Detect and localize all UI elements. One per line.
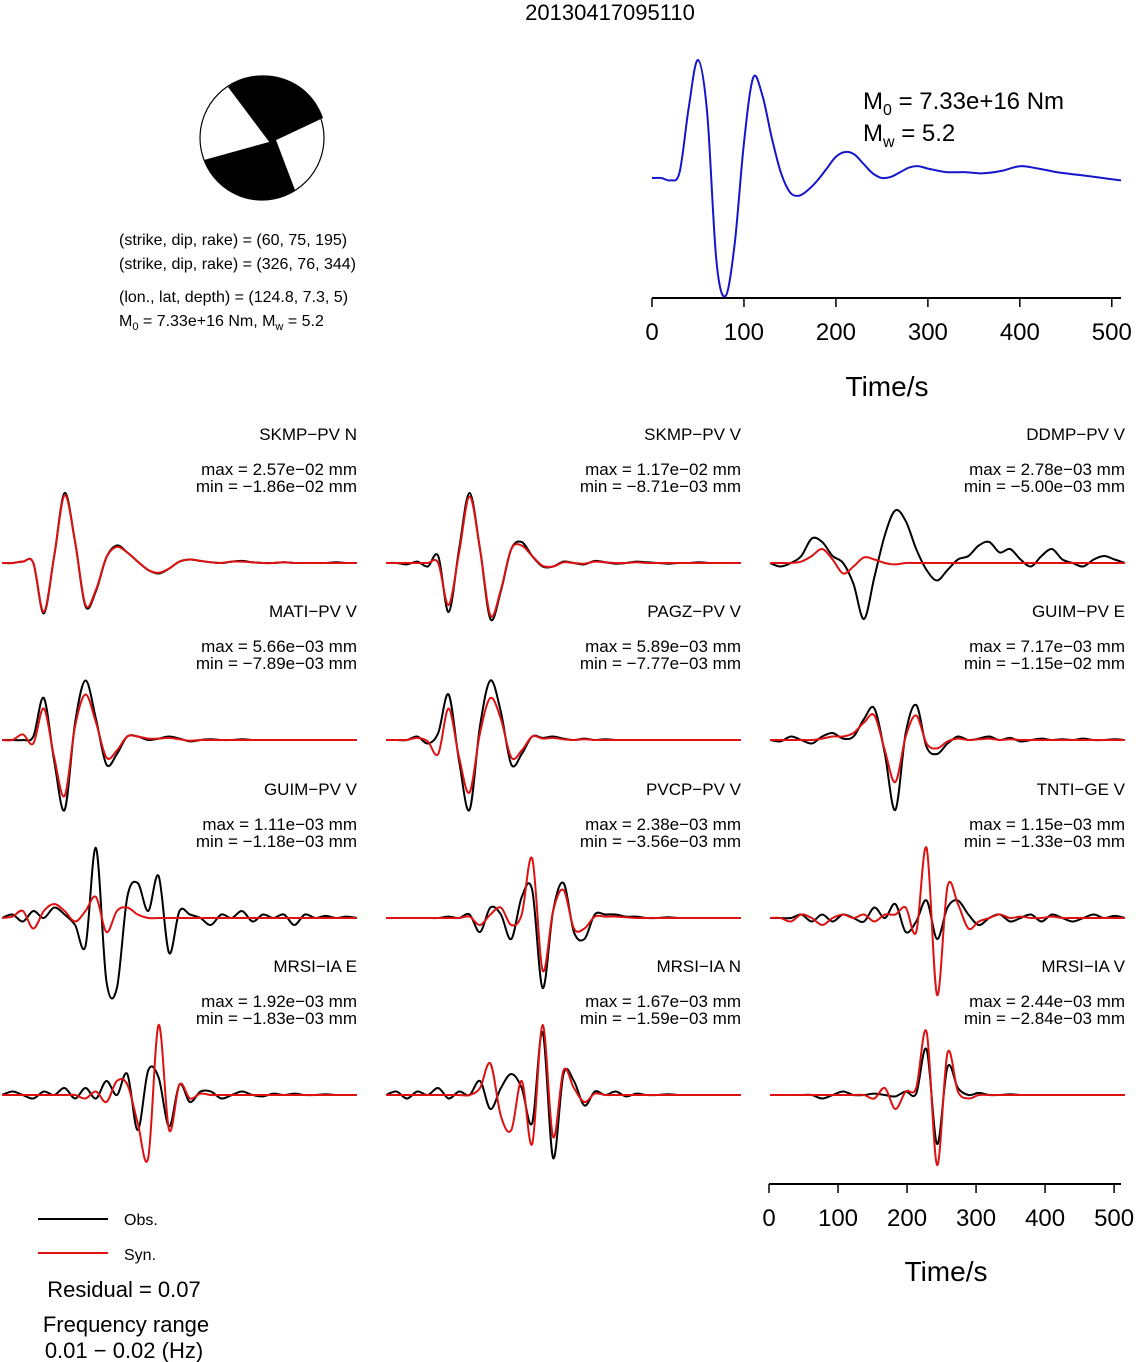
stf-panel (645, 60, 1132, 402)
station-min: min = −1.15e−02 mm (963, 654, 1125, 673)
station-name: SKMP−PV V (644, 425, 741, 444)
synthetic-trace (2, 495, 357, 612)
station-name: MRSI−IA N (656, 957, 741, 976)
event-info-line-1: (strike, dip, rake) = (60, 75, 195) (119, 232, 348, 249)
station-max: max = 5.66e−03 mm (201, 637, 357, 656)
stf-tick-label: 300 (907, 319, 948, 346)
frequency-range-value: 0.01 − 0.02 (Hz) (44, 1338, 204, 1362)
legend-syn-label: Syn. (124, 1247, 157, 1264)
synthetic-trace (386, 1025, 741, 1145)
waveform-grid (2, 425, 1126, 1165)
station-max: max = 1.92e−03 mm (201, 992, 357, 1011)
event-info-line-3: (lon., lat, depth) = (124.8, 7.3, 5) (119, 289, 349, 306)
observed-trace (770, 900, 1125, 939)
observed-trace (770, 1048, 1125, 1144)
wave-tick-label: 300 (956, 1205, 997, 1232)
event-info-line-4: $M_0 = 7.33e+16$ Nm, $M_w = 5.2$ (119, 313, 324, 333)
synthetic-trace (386, 698, 741, 793)
station-min: min = −5.00e−03 mm (963, 477, 1125, 496)
beachball (200, 75, 324, 200)
page-title: 20130417095110 (525, 0, 695, 25)
station-name: PAGZ−PV V (647, 602, 741, 621)
stf-xlabel: Time/s (845, 371, 929, 402)
station-min: min = −7.77e−03 mm (579, 654, 741, 673)
station-panel (2, 957, 357, 1162)
frequency-range-title: Frequency range (42, 1312, 210, 1337)
station-max: max = 7.17e−03 mm (969, 637, 1125, 656)
legend (38, 1212, 209, 1362)
station-max: max = 1.15e−03 mm (969, 815, 1125, 834)
stf-moment-label: $M_0 = 7.33e+16$ Nm (863, 88, 1065, 119)
station-min: min = −1.59e−03 mm (579, 1009, 741, 1028)
residual-label: Residual = 0.07 (47, 1277, 201, 1302)
stf-tick-label: 400 (999, 319, 1040, 346)
legend-obs-label: Obs. (124, 1212, 158, 1229)
waveform-time-axis (762, 1184, 1134, 1232)
station-min: min = −3.56e−03 mm (579, 832, 741, 851)
station-panel (386, 957, 741, 1158)
station-name: MRSI−IA E (273, 957, 357, 976)
station-name: DDMP−PV V (1026, 425, 1125, 444)
stf-tick-label: 200 (815, 319, 856, 346)
wave-tick-label: 0 (762, 1205, 776, 1232)
station-max: max = 1.67e−03 mm (585, 992, 741, 1011)
station-min: min = −1.33e−03 mm (963, 832, 1125, 851)
station-name: PVCP−PV V (646, 780, 741, 799)
station-max: max = 2.38e−03 mm (585, 815, 741, 834)
station-min: min = −2.84e−03 mm (963, 1009, 1125, 1028)
synthetic-trace (386, 857, 741, 971)
station-panel (770, 602, 1125, 810)
stf-time-axis (645, 298, 1132, 346)
wave-tick-label: 400 (1025, 1205, 1066, 1232)
station-panel (770, 425, 1126, 619)
observed-trace (2, 1066, 357, 1130)
event-info-line-2: (strike, dip, rake) = (326, 76, 344) (119, 256, 356, 273)
station-max: max = 1.17e−02 mm (585, 460, 741, 479)
station-min: min = −1.86e−02 mm (195, 477, 357, 496)
station-panel (2, 425, 357, 613)
station-name: SKMP−PV N (259, 425, 357, 444)
stf-tick-label: 100 (723, 319, 764, 346)
wave-tick-label: 500 (1094, 1205, 1135, 1232)
station-max: max = 2.78e−03 mm (969, 460, 1125, 479)
station-max: max = 5.89e−03 mm (585, 637, 741, 656)
wave-tick-label: 100 (817, 1205, 859, 1232)
station-min: min = −1.18e−03 mm (195, 832, 357, 851)
waveform-xlabel: Time/s (904, 1256, 988, 1287)
station-name: GUIM−PV V (263, 780, 357, 799)
station-panel (386, 425, 742, 620)
station-name: MATI−PV V (268, 602, 357, 621)
event-info (119, 232, 356, 333)
station-name: TNTI−GE V (1036, 780, 1125, 799)
stf-tick-label: 0 (645, 319, 659, 346)
stf-mw-label: $M_w = 5.2$ (863, 120, 956, 151)
synthetic-trace (770, 714, 1125, 782)
synthetic-trace (2, 1025, 357, 1162)
wave-tick-label: 200 (887, 1205, 928, 1232)
station-name: GUIM−PV E (1031, 602, 1125, 621)
station-max: max = 2.57e−02 mm (201, 460, 357, 479)
station-min: min = −1.83e−03 mm (195, 1009, 357, 1028)
station-min: min = −8.71e−03 mm (579, 477, 741, 496)
stf-tick-label: 500 (1091, 319, 1132, 346)
station-max: max = 1.11e−03 mm (202, 815, 357, 834)
station-max: max = 2.44e−03 mm (969, 992, 1125, 1011)
station-panel (770, 957, 1126, 1165)
station-name: MRSI−IA V (1041, 957, 1125, 976)
station-min: min = −7.89e−03 mm (195, 654, 357, 673)
